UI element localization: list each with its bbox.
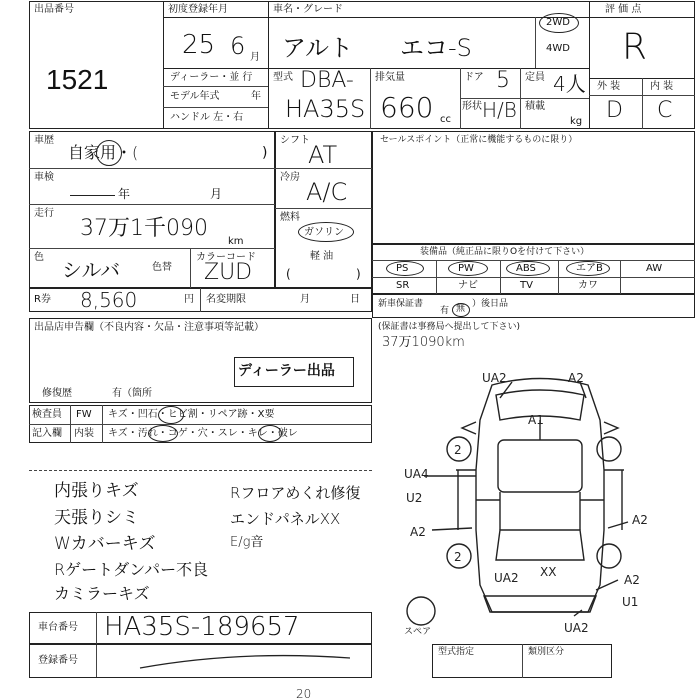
history-label: 車歴 <box>34 135 54 146</box>
exterior-label: 外 装 <box>597 81 621 92</box>
warranty-no: 無 <box>456 304 466 314</box>
inspector-label: 検査員 <box>32 409 62 420</box>
exterior-grade: D <box>606 98 623 123</box>
mark-a2-left: A2 <box>410 525 426 539</box>
color-change-label: 色替 <box>152 262 172 273</box>
mark-u1: U1 <box>622 595 639 609</box>
shape: H/B <box>482 98 517 122</box>
fuel-paren-open: ( <box>286 267 291 281</box>
repair-value: 有（箇所 <box>112 388 152 399</box>
chassis-value: HA35S-189657 <box>104 612 300 642</box>
load-label: 積載 <box>525 101 545 112</box>
note-left-2: Wカバーキズ <box>54 534 156 554</box>
equip-pw: PW <box>458 263 474 274</box>
report-label: 出品店申告欄（不良内容・欠品・注意事項等記載） <box>34 322 264 333</box>
spare-label: スペア <box>404 627 432 637</box>
rating-label: 評 価 点 <box>605 4 642 15</box>
shift-label: シフト <box>280 135 310 146</box>
note-right-1: エンドパネルXX <box>230 510 341 528</box>
equip-airbag: エアB <box>576 263 603 274</box>
model-year-label: モデル年式 <box>170 91 220 102</box>
history-close: ) <box>262 145 268 161</box>
ac-label: 冷房 <box>280 172 300 183</box>
equip-aw: AW <box>646 263 663 274</box>
km-unit: km <box>228 236 244 247</box>
int-label: 内装 <box>74 428 94 439</box>
inspection-month: 月 <box>210 187 223 201</box>
displacement-label: 排気量 <box>375 72 405 83</box>
ac-value: A/C <box>306 178 348 206</box>
kg-unit: kg <box>570 116 583 127</box>
equip-leather: カワ <box>578 280 598 291</box>
note-left-1: 天張りシミ <box>54 508 139 528</box>
dealer-stamp: ディーラー出品 <box>238 363 335 379</box>
registration-scribble <box>120 646 360 676</box>
mark-ua2-bottom: UA2 <box>494 571 519 585</box>
entry-label: 記入欄 <box>32 428 62 439</box>
type-label: 型式 <box>273 72 293 83</box>
mark-a2-top: A2 <box>568 371 584 385</box>
equip-abs: ABS <box>516 263 536 274</box>
mark-ua2-top: UA2 <box>482 371 507 385</box>
yen-unit: 円 <box>184 294 194 305</box>
fw-items: キズ・凹石・ヒビ割・リペア跡・X要 <box>108 409 275 420</box>
note-left-3: Rゲートダンパー不良 <box>54 560 209 579</box>
warranty-after: ）後日品 <box>472 299 509 309</box>
note-left-4: カミラーキズ <box>54 584 150 603</box>
inspection-year: 年 <box>118 187 131 201</box>
lot-number: 1521 <box>46 64 109 95</box>
month-suffix: 月 <box>250 52 260 63</box>
color-code-label: カラーコード <box>196 252 256 263</box>
name-change-label: 名変期限 <box>206 294 246 305</box>
interior-label: 内 装 <box>650 81 674 92</box>
int-items: キズ・汚れ・コゲ・穴・スレ・キレ・破レ <box>108 428 298 439</box>
dealer-label: ディーラー・並 行 <box>170 72 253 83</box>
displacement: 660 <box>380 91 434 124</box>
recycle-label: R券 <box>34 294 51 305</box>
name-change-day: 日 <box>350 294 360 305</box>
note-right-0: Rフロアめくれ修復 <box>230 484 361 502</box>
shape-label: 形状 <box>462 101 482 112</box>
capacity-label: 定員 <box>525 72 545 83</box>
type-value-2: HA35S <box>285 95 366 123</box>
interior-grade: C <box>657 98 673 123</box>
mileage-label: 走行 <box>34 208 54 219</box>
mark-u2: U2 <box>406 491 423 505</box>
rating: R <box>622 27 648 68</box>
mark-a1: A1 <box>528 413 544 427</box>
recycle-value: 8,560 <box>80 288 138 312</box>
fw-label: FW <box>76 409 92 420</box>
drive-2wd: 2WD <box>546 17 570 28</box>
lot-number-label: 出品番号 <box>34 4 74 15</box>
handle-label: ハンドル 左・右 <box>170 112 244 123</box>
warranty-handwritten: 37万1090km <box>382 335 465 350</box>
color-value: シルバ <box>62 258 121 282</box>
name-change-month: 月 <box>300 294 310 305</box>
color-code: ZUD <box>204 260 253 285</box>
shift-value: AT <box>308 141 338 169</box>
doors: 5 <box>496 68 510 93</box>
car-name: アルト <box>282 34 354 62</box>
first-registration-label: 初度登録年月 <box>168 4 228 15</box>
mark-a2-rear: A2 <box>624 573 640 587</box>
mark-ua2-bumper: UA2 <box>564 621 589 635</box>
capacity: 4人 <box>553 72 586 96</box>
chassis-label: 車台番号 <box>38 622 78 633</box>
type-value-1: DBA- <box>300 68 354 93</box>
equip-navi: ナビ <box>458 280 478 291</box>
mark-2-rear: 2 <box>454 550 462 564</box>
repair-label: 修復歴 <box>42 388 72 399</box>
note-left-0: 内張りキズ <box>54 481 139 501</box>
inspection-label: 車検 <box>34 172 54 183</box>
mark-ua4: UA4 <box>404 467 429 481</box>
diesel-label: 軽 油 <box>310 251 334 262</box>
fuel-label: 燃料 <box>280 212 300 223</box>
warranty-yes: 有 <box>440 306 450 316</box>
warranty-note: (保証書は事務局へ提出して下さい) <box>378 322 521 332</box>
year-suffix: 年 <box>251 91 261 102</box>
equip-ps: PS <box>396 263 409 274</box>
car-name-label: 車名・グレード <box>273 4 343 15</box>
mileage-value: 37万1千090 <box>80 216 208 241</box>
sales-point-label: セールスポイント（正常に機能するものに限り） <box>380 135 578 145</box>
equip-tv: TV <box>520 280 533 291</box>
class-label: 類別区分 <box>528 647 565 657</box>
first-registration-month: 6 <box>230 32 246 60</box>
registration-label: 登録番号 <box>38 655 78 666</box>
type-cert-label: 型式指定 <box>438 647 475 657</box>
page-number: 20 <box>296 687 312 700</box>
warranty-label: 新車保証書 <box>378 299 424 309</box>
mark-a2-right: A2 <box>632 513 648 527</box>
car-grade: エコ-S <box>400 34 472 62</box>
history-value: 自家用・( <box>68 143 139 162</box>
first-registration-year: 25 <box>182 30 216 60</box>
note-right-2: E/g音 <box>230 535 264 550</box>
fuel-value: ガソリン <box>304 227 344 238</box>
fuel-paren-close: ) <box>356 267 361 281</box>
mark-2-front: 2 <box>454 443 462 457</box>
mark-xx: XX <box>540 565 557 579</box>
equip-sr: SR <box>396 280 410 291</box>
door-label: ドア <box>464 72 484 83</box>
drive-4wd: 4WD <box>546 43 570 54</box>
equipment-label: 装備品（純正品に限りOを付けて下さい） <box>420 247 590 257</box>
color-label: 色 <box>34 252 44 263</box>
cc-unit: cc <box>440 114 451 125</box>
